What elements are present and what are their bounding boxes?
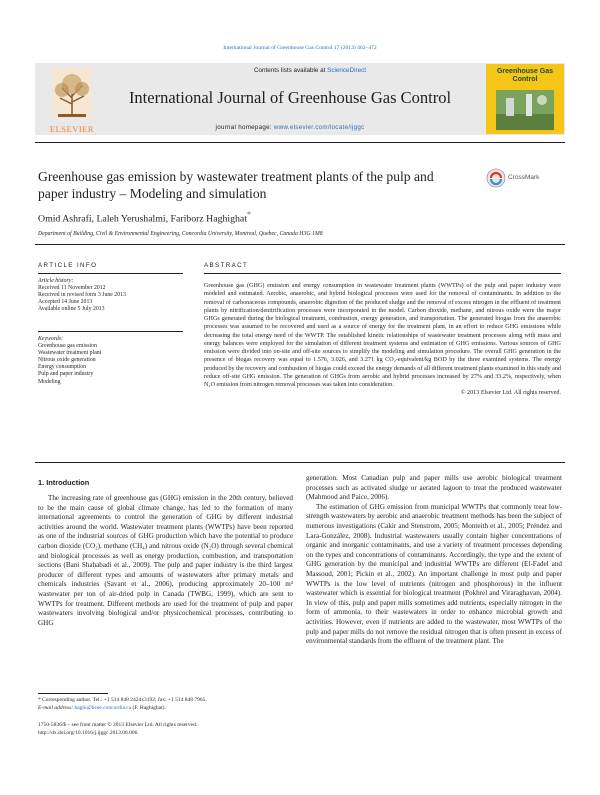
section-heading-introduction: 1. Introduction bbox=[38, 478, 90, 487]
history-item: Received 11 November 2012 bbox=[38, 285, 106, 292]
citation-line[interactable]: International Journal of Greenhouse Gas Control 17 (2013) 462–472 bbox=[223, 45, 377, 51]
homepage-prefix: journal homepage: bbox=[215, 124, 274, 131]
crossmark-icon bbox=[486, 168, 506, 188]
copyright: © 2013 Elsevier Ltd. All rights reserved. bbox=[460, 390, 561, 397]
keywords-label: Keywords: bbox=[38, 336, 63, 342]
keyword: Greenhouse gas emission bbox=[38, 343, 97, 350]
keyword: Pulp and paper industry bbox=[38, 371, 94, 378]
history-item: Available online 5 July 2013 bbox=[38, 306, 105, 313]
paragraph: generation. Most Canadian pulp and paper mills use aerobic biological treatment processes such as activated sludge or aerated lagoon to treat the produced wastewater (Mahmood and Paice, 2006). bbox=[306, 474, 562, 502]
footnote-email bbox=[38, 705, 298, 712]
issn-line: 1750-5836/$ – see front matter © 2013 Elsevier Ltd. All rights reserved. bbox=[38, 722, 198, 728]
abstract-text: Greenhouse gas (GHG) emission and energy consumption in wastewater treatment plants (WWTPs) of the pulp and paper industry were modeled and estimated. Aerobic, anaerobic, and hybrid biological processes were used for the removal of contaminants. In addition to the removal of carbonaceous compounds, anaerobic digestion of the produced sludge and the removal of excess nitrogen in the effluent of treatment plants by nitrification/denitrification processes were incorporated in the model. Carbon dioxide, methane, and nitrous oxide were the major GHGs generated during the biological treatment, combustion, energy generation, and transportation. The generated biogas from the anaerobic processes was assumed to be recovered and used as a source of energy for the treatment plant, in an effort to reduce GHG emissions while decreasing the total energy need of the WWTP. The established kinetic relationships of wastewater treatment processes along with mass and energy balances were employed for the simulation of different treatment systems and estimation of GHG emissions. Various sources of GHG emission were divided into on-site and off-site sources to simplify the modeling and simulation procedure. The overall GHG generation in the presence of biogas recovery was equal to 1.576, 3.026, and 3.271 kg CO₂-equivalent/kg BOD by the three examined systems. The energy produced by the recovery and combustion of biogas could exceed the energy demands of all different treatment plants examined in this study and reduce off-site GHG emission. The generation of GHGs from aerobic and hybrid processes increased by 27% and 33.2%, respectively, when N₂O emission from nitrogen removal processes was taken into consideration. bbox=[204, 283, 561, 388]
doi-link[interactable]: http://dx.doi.org/10.1016/j.ijggc.2013.06.006 bbox=[38, 730, 138, 736]
divider bbox=[38, 273, 183, 274]
abstract-body bbox=[204, 282, 561, 398]
sciencedirect-link[interactable]: ScienceDirect bbox=[327, 67, 366, 74]
paragraph: The estimation of GHG emission from municipal WWTPs that commonly treat low-strength wastewaters by aerobic and anaerobic treatment methods has been the subject of numerous investigations (Cakir and Stenstrom, 2005; Monteith et al., 2005; Préndez and Lara-González, 2008). Industrial wastewaters usually contain higher concentrations of organic and inorganic contaminants, and use a variety of treatment processes depending on the types and concentrations of contaminants. Accordingly, the type and the extent of GHG generation by the municipal and industrial WWTPs are different (El-Fadel and Massoud, 2001; Pickin et al., 2002). An important challenge in most pulp and paper WWTPs is the low level of nutrients (nitrogen and phosphorous) in the influent wastewater which is essential for biological treatment (Pokhrel and Viraraghavan, 2004). In view of this, pulp and paper mills sometimes add nutrients, especially nitrogen in the form of ammonia, to their wastewaters in order to enhance microbial growth and activities. However, even if nutrients are added to the wastewater, most WWTPs of the pulp and paper mills do not remove the residual nitrogen that is often present in excess of environmental standards from the effluent of the treatment plant. The bbox=[306, 502, 562, 646]
article-info-heading: ARTICLE INFO bbox=[38, 262, 98, 269]
crossmark-label: CrossMark bbox=[508, 174, 540, 181]
email-label: E-mail address: bbox=[38, 705, 75, 711]
keyword: Energy consumption bbox=[38, 364, 87, 371]
elsevier-tree-logo bbox=[36, 64, 108, 132]
cover-title: Greenhouse Gas Control bbox=[496, 68, 554, 83]
homepage-link[interactable]: www.elsevier.com/locate/ijggc bbox=[273, 124, 365, 131]
email-suffix: (F. Haghighat). bbox=[131, 705, 166, 711]
divider bbox=[204, 273, 561, 274]
history-item: Received in revised form 3 June 2013 bbox=[38, 292, 126, 299]
email-link[interactable]: haghi@bcee.concordia.ca bbox=[74, 705, 132, 711]
authors-text: Omid Ashrafi, Laleh Yerushalmi, Fariborz Haghighat bbox=[38, 213, 247, 225]
contents-line bbox=[180, 67, 440, 74]
contents-prefix: Contents lists available at bbox=[253, 67, 328, 74]
intro-right-column bbox=[306, 474, 562, 647]
divider bbox=[35, 462, 565, 463]
footnote-rule bbox=[38, 693, 108, 694]
affiliation: Department of Building, Civil & Environmental Engineering, Concordia University, Montreal, Quebec, Canada H3G 1M8 bbox=[38, 231, 323, 237]
abstract-heading: ABSTRACT bbox=[204, 262, 249, 269]
cover-image bbox=[496, 90, 554, 130]
article-history bbox=[38, 278, 183, 313]
footnote-corresponding: * Corresponding author. Tel.: +1 514 848 2424x3192; fax: +1 514 848 7965. bbox=[38, 697, 207, 703]
author-list bbox=[38, 210, 251, 224]
publisher-name: ELSEVIER bbox=[49, 124, 95, 134]
keyword: Modeling bbox=[38, 378, 61, 385]
keyword: Wastewater treatment plant bbox=[38, 350, 102, 357]
intro-left-column bbox=[38, 494, 293, 628]
paragraph: The increasing rate of greenhouse gas (GHG) emission in the 20th century, believed to be the main cause of global climate change, has led to the formation of many international agreements to control the generation of GHG by different industrial activities around the world. Wastewater treatment plants (WWTPs) have been reported as one of the industrial sources of GHG production which have the potential to produce carbon dioxide (CO₂), methane (CH₄) and nitrous oxide (N₂O) through several chemical and biological processes as well as energy production, combustion, and transportation sections (Bani Shahabadi et al., 2009). The pulp and paper industry is the third largest producer of different types and amounts of wastewaters after primary metals and chemicals industries (Savant et al., 2006), producing approximately 20–100 m³ wastewater per ton of air-dried pulp in Canada (TWBG, 1999), which are sent to WWTPs for treatment. Different methods are used for the treatment of pulp and paper wastewaters involving biological and/or physicochemical processes, contributing to GHG bbox=[38, 494, 293, 627]
history-label: Article history: bbox=[38, 278, 74, 284]
crossmark-badge[interactable] bbox=[486, 168, 556, 190]
keyword: Nitrous oxide generation bbox=[38, 357, 96, 364]
journal-title: International Journal of Greenhouse Gas Control bbox=[128, 88, 452, 107]
keywords bbox=[38, 336, 183, 386]
journal-cover-thumbnail[interactable] bbox=[486, 64, 564, 134]
divider bbox=[35, 244, 565, 245]
header-rule bbox=[35, 142, 565, 143]
article-title: Greenhouse gas emission by wastewater treatment plants of the pulp and paper industry – Modeling and simulation bbox=[38, 169, 434, 201]
corresponding-author-mark[interactable]: * bbox=[246, 210, 252, 219]
divider bbox=[38, 331, 183, 332]
history-item: Accepted 14 June 2013 bbox=[38, 299, 93, 306]
journal-homepage bbox=[110, 124, 470, 131]
